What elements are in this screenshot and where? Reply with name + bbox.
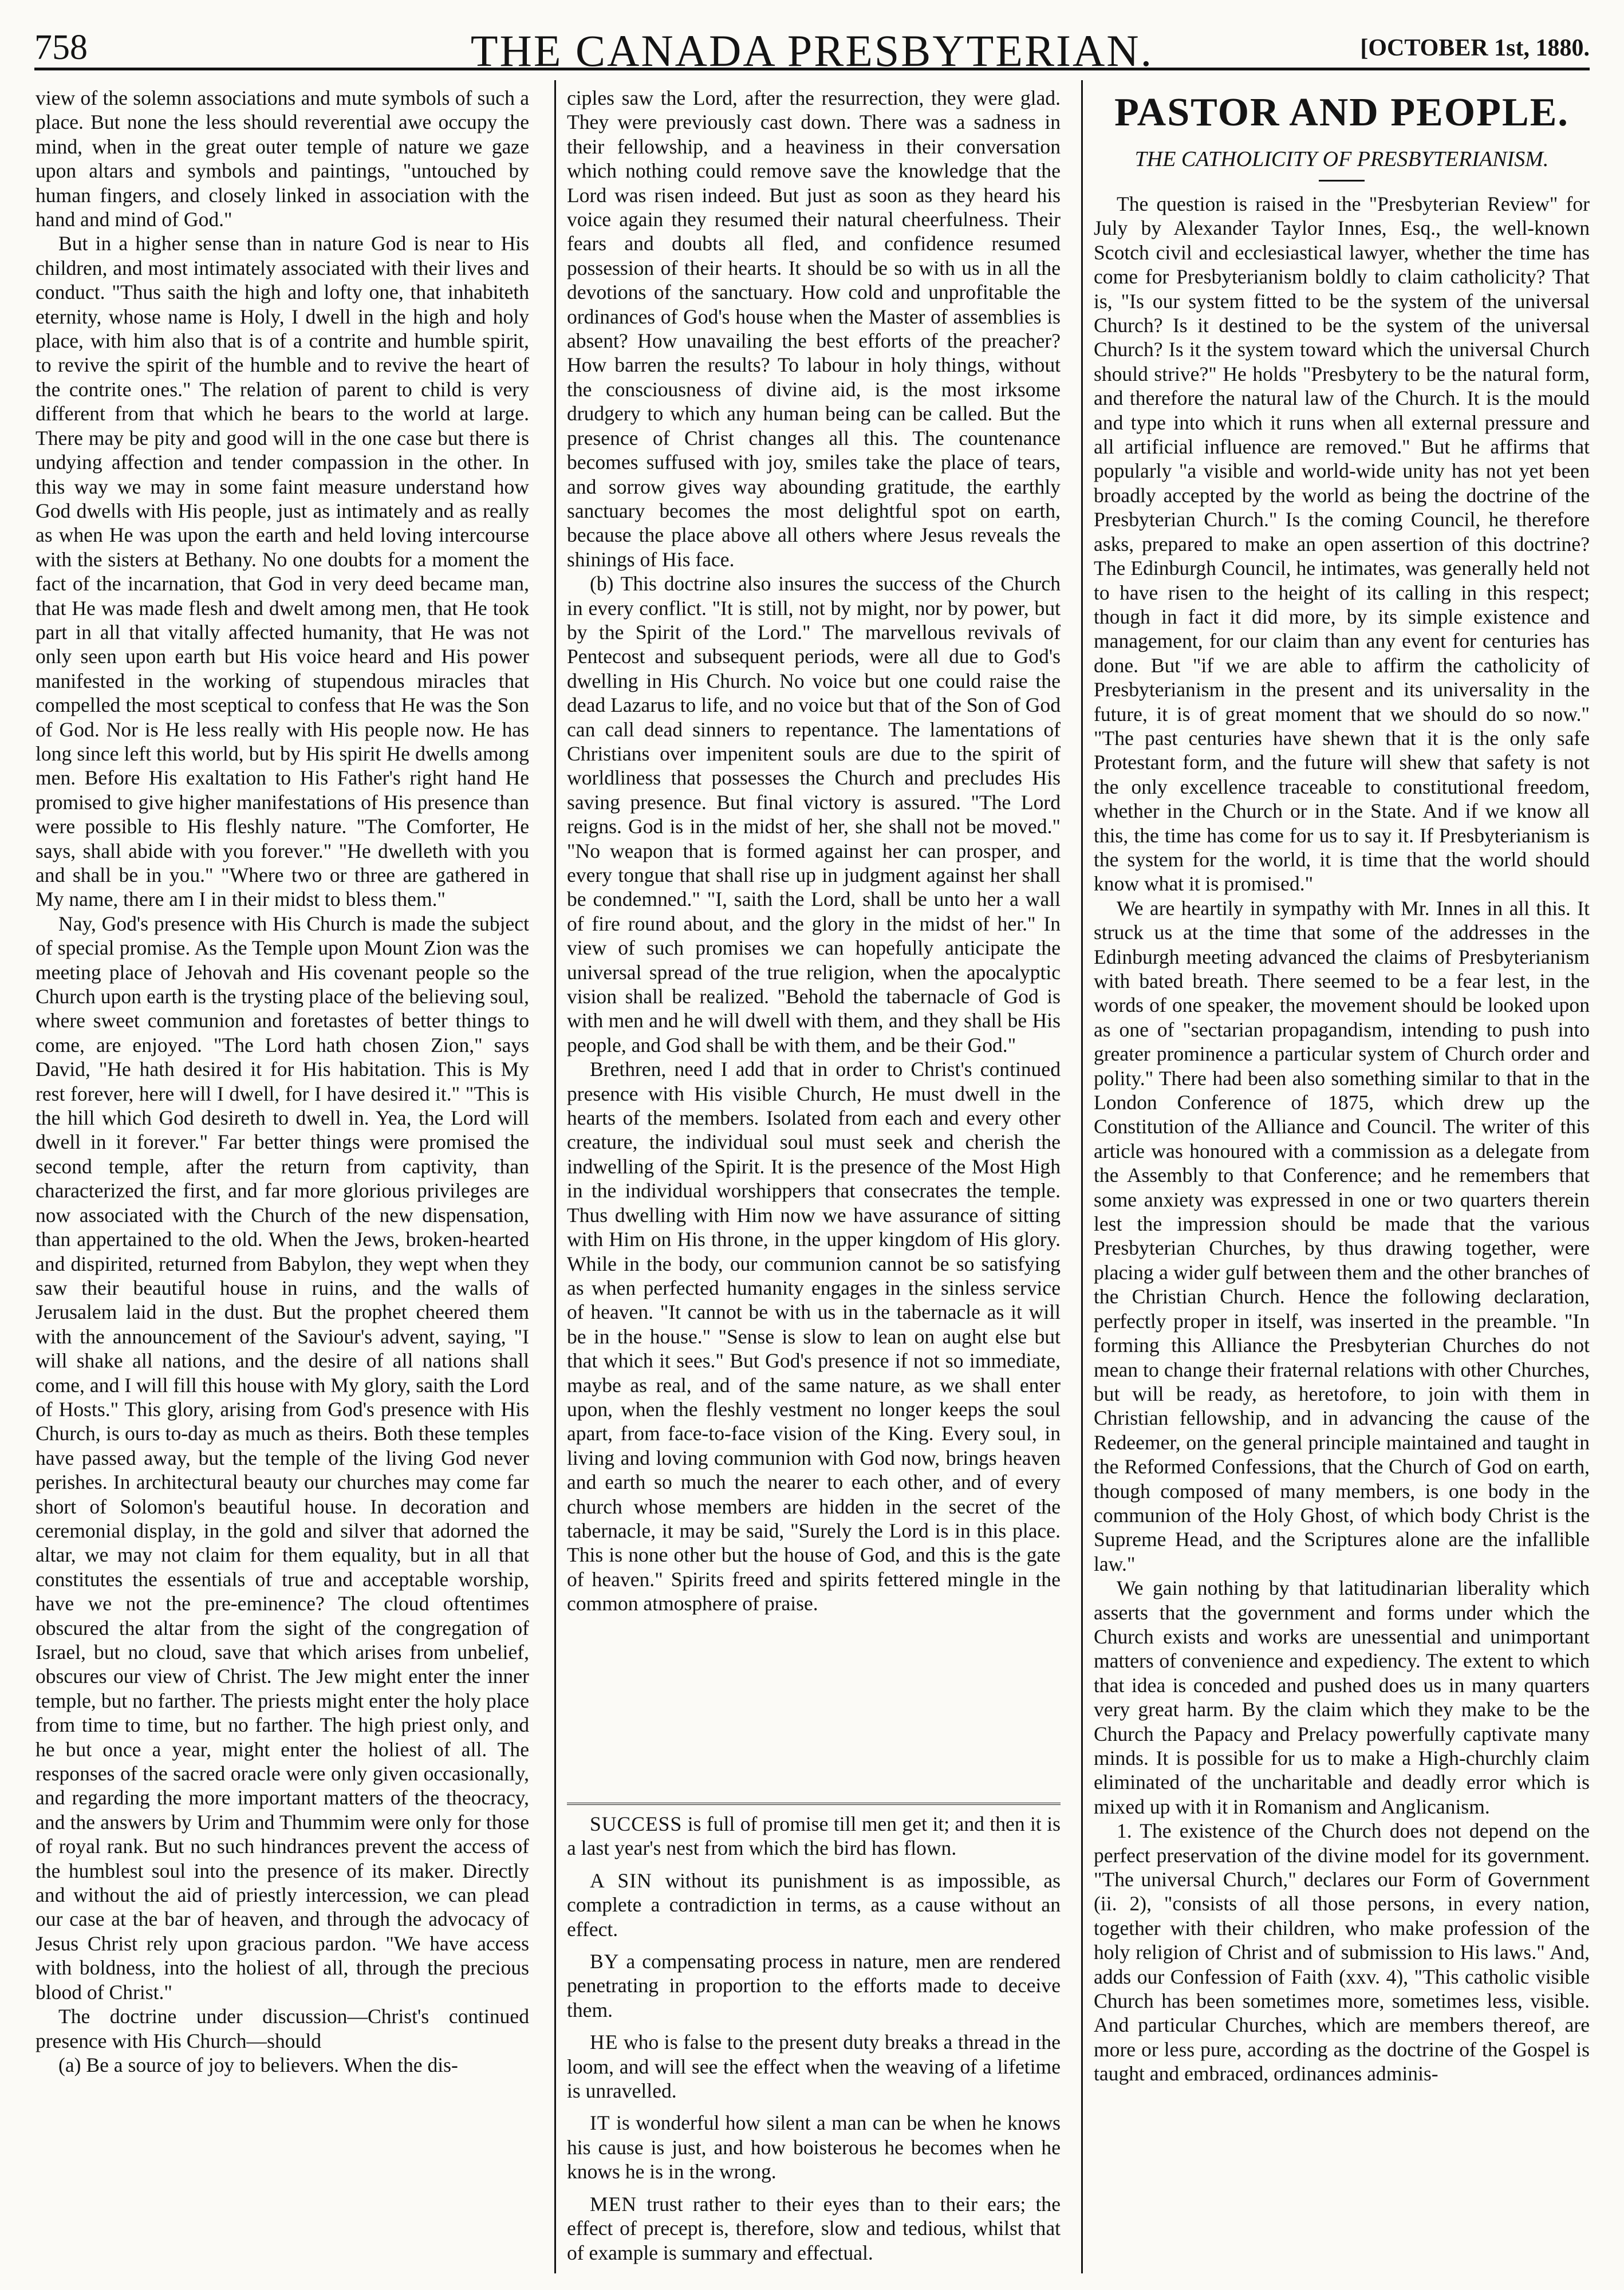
paragraph: (b) This doctrine also insures the success of the Church in every conflict. "It is still, not by might, nor by power, but by the Spirit of the Lord." The marvellous revivals of Pentecost and subsequent periods, were all due to God's dwelling in His Church. No voice but one could raise the dead Lazarus to life, and no voice but that of the Son of God can call dead sinners to repentance. The lamentations of Christians over impenitent souls are due to the spirit of worldliness that possesses the Church and precludes His saving presence. But final victory is assured. "The Lord reigns. God is in the midst of her, she shall not be moved." "No weapon that is formed against her can prosper, and every tongue that shall rise up in judgment against her shall be condemned." "I, saith the Lord, shall be unto her a wall of fire round about, and the glory in the midst of her." In view of such promises we can hopefully anticipate the universal spread of the true religion, when the apocalyptic vision shall be realized. "Behold the tabernacle of God is with men and he will dwell with them, and they shall be His people, and God shall be with them, and be their God." bbox=[567, 572, 1061, 1057]
maxim-lead: MEN bbox=[590, 2192, 637, 2216]
masthead-rule bbox=[34, 68, 1590, 70]
maxims-list bbox=[567, 1812, 1061, 2265]
maxim bbox=[567, 2030, 1061, 2103]
masthead bbox=[34, 17, 1590, 76]
maxim bbox=[567, 2192, 1061, 2265]
section-heading: PASTOR AND PEOPLE. bbox=[1114, 90, 1569, 135]
article-body bbox=[1094, 192, 1590, 2219]
maxim-lead: SUCCESS bbox=[590, 1812, 683, 1835]
maxim-text: is wonderful how silent a man can be when he knows his cause is just, and how boisterous he becomes when he knows he is in the wrong. bbox=[567, 2111, 1061, 2183]
paragraph: Nay, God's presence with His Church is made the subject of special promise. As the Temple upon Mount Zion was the meeting place of Jehovah and His covenant people so the Church upon earth is the trysting place of the believing soul, where sweet communion and foretastes of better things to come, are enjoyed. "The Lord hath chosen Zion," says David, "He hath desired it for His habitation. This is My rest forever, here will I dwell, for I have desired it." "This is the hill which God desireth to dwell in. Yea, the Lord will dwell in it forever." Far better things were promised the second temple, after the return from captivity, than characterized the first, and far more glorious privileges are now associated with the Church of the new dispensation, than appertained to the old. When the Jews, broken-hearted and dispirited, returned from Babylon, they wept when they saw their beautiful house in ruins, and the walls of Jerusalem laid in the dust. But the prophet cheered them with the announcement of the Saviour's advent, saying, "I will shake all nations, and the desire of all nations shall come, and I will fill this house with My glory, saith the Lord of Hosts." This glory, arising from God's presence with His Church, is ours to-day as much as theirs. Both these temples have passed away, but the temple of the living God never perishes. In architectural beauty our churches may come far short of Solomon's beautiful house. In decoration and ceremonial display, in the gold and silver that adorned the altar, we may not claim for them equality, but in all that constitutes the essentials of true and acceptable worship, have we not the pre-eminence? The cloud oftentimes obscured the altar from the sight of the congregation of Israel, but no cloud, save that which arises from unbelief, obscures our view of Christ. The Jew might enter the inner temple, but no farther. The priests might enter the holy place from time to time, but no farther. The high priest only, and he but once a year, might enter the holiest of all. The responses of the sacred oracle were only given occasionally, and regarding the more important matters of the theocracy, and the answers by Urim and Thummim were only for those of royal rank. But no such hindrances prevent the access of the humblest soul into the presence of its maker. Directly and without the aid of priestly intercession, we can plead our case at the bar of heaven, and through the advocacy of Jesus Christ rely upon gracious pardon. "We have access with boldness, into the holiest of all, through the precious blood of Christ." bbox=[36, 912, 529, 2004]
maxim-text: is full of promise till men get it; and then it is a last year's nest from which the bird has flown. bbox=[567, 1812, 1061, 1860]
paragraph: ciples saw the Lord, after the resurrection, they were glad. They were previously cast down. There was a sadness in their fellowship, and a heaviness in their conversation which nothing could remove save the knowledge that the Lord was risen indeed. But just as soon as they heard his voice again they resumed their natural cheerfulness. Their fears and doubts all fled, and confidence resumed possession of their hearts. It should be so with us in all the devotions of the sanctuary. How cold and unprofitable the ordinances of God's house when the Master of assemblies is absent? How unavailing the best efforts of the preacher? How barren the results? To labour in holy things, without the consciousness of divine aid, is the most irksome drudgery to which any human being can be called. But the presence of Christ changes all this. The countenance becomes suffused with joy, smiles take the place of tears, and sorrow gives way abounding gratitude, the earthly sanctuary becomes the most delightful spot on earth, because the place above all others where Jesus reveals the shinings of His face. bbox=[567, 86, 1061, 571]
column-1 bbox=[36, 86, 529, 2273]
paragraph: view of the solemn associations and mute symbols of such a place. But none the less should reverential awe occupy the mind, when in the great outer temple of nature we gaze upon altars and symbols and paintings, "untouched by human fingers, and closely linked in association with the hand and mind of God." bbox=[36, 86, 529, 231]
paragraph: The question is raised in the "Presbyterian Review" for July by Alexander Taylor Innes, Esq., the well-known Scotch civil and ecclesiastical lawyer, whether the time has come for Presbyterianism boldly to claim catholicity? That is, "Is our system fitted to be the system of the universal Church? Is it destined to be the system of the universal Church? Is it the system toward which the universal Church should strive?" He holds "Presbytery to be the natural form, and therefore the natural law of the Church. It is the mould and type into which it runs when all external pressure and all artificial influence are removed." But he affirms that popularly "a visible and world-wide unity has not yet been broadly accepted by the world as being the doctrine of the Presbyterian Church." Is the coming Council, he therefore asks, prepared to make an open assertion of this doctrine? The Edinburgh Council, he intimates, was generally held not to have risen to the height of its calling in this respect; though in fact it did more, by its simple existence and management, for our claim than any event for centuries has done. But "if we are able to affirm the catholicity of Presbyterianism in the present and its universality in the future, it is of great moment that we should do so now." "The past centuries have shewn that it is the only safe Protestant form, and the future will shew that safety is not the only excellence traceable to constitutional freedom, whether in the Church or in the State. And if we know all this, the time has come for us to say it. If Presbyterianism is the system for the world, it is time that the world should know what it is promised." bbox=[1094, 192, 1590, 896]
masthead-title: THE CANADA PRESBYTERIAN. bbox=[470, 26, 1154, 76]
maxim-text: a compensating process in nature, men are rendered penetrating in proportion to the efforts made to deceive them. bbox=[567, 1950, 1061, 2021]
section-separator bbox=[567, 1803, 1061, 1805]
maxim bbox=[567, 1812, 1061, 1861]
title-rule bbox=[1319, 180, 1365, 182]
paragraph: We are heartily in sympathy with Mr. Innes in all this. It struck us at the time that some of the addresses in the Edinburgh meeting advanced the claims of Presbyterianism with bated breath. There seemed to be a fear lest, in the words of one speaker, the movement should be looked upon as one of "sectarian propagandism, intending to push into greater prominence a particular system of Church order and polity." There had been also something similar to that in the London Conference of 1875, which drew up the Constitution of the Alliance and Council. The writer of this article was honoured with a commission as a delegate from the Assembly to that Conference; and he remembers that some anxiety was expressed in one or two quarters therein lest the impression should be made that the various Presbyterian Churches, by thus drawing together, were placing a wider gulf between them and the other branches of the Christian Church. Hence the following declaration, perfectly proper in itself, was inserted in the preamble. "In forming this Alliance the Presbyterian Churches do not mean to change their fraternal relations with other Churches, but will be ready, as heretofore, to join with them in Christian fellowship, and in advancing the cause of the Redeemer, on the general principle maintained and taught in the Reformed Confessions, that the Church of God on earth, though composed of many members, is one body in the communion of the Holy Ghost, of which body Christ is the Supreme Head, and the Scriptures alone are the infallible law." bbox=[1094, 896, 1590, 1575]
paragraph: (a) Be a source of joy to believers. When the dis- bbox=[58, 2053, 458, 2076]
maxim-text: who is false to the present duty breaks a thread in the loom, and will see the effect when the weaving of a lifetime is unravelled. bbox=[567, 2031, 1061, 2103]
paragraph: 1. The existence of the Church does not depend on the perfect preservation of the divine model for its government. "The universal Church," declares our Form of Government (ii. 2), "consists of all those persons, in every nation, together with their children, who make profession of the holy religion of Christ and of submission to His laws." And, adds our Confession of Faith (xxv. 4), "This catholic visible Church has been sometimes more, sometimes less, visible. And particular Churches, which are members thereof, are more or less pure, according as the doctrine of the Gospel is taught and embraced, ordinances adminis- bbox=[1094, 1819, 1590, 2086]
column-3 bbox=[1094, 86, 1590, 2273]
paragraph: We gain nothing by that latitudinarian liberality which asserts that the government and forms under which the Church exists and works are unessential and unimportant matters of convenience and expediency. The extent to which that idea is conceded and pushed does us in many quarters very great harm. By the claim which they make to be the Church the Papacy and Prelacy powerfully captivate many minds. It is possible for us to make a High-churchly claim eliminated of the uncharitable and deadly error which is mixed up with it in Romanism and Anglicanism. bbox=[1094, 1576, 1590, 1818]
maxim bbox=[567, 2111, 1061, 2183]
column-divider bbox=[1081, 80, 1083, 2273]
issue-date: [OCTOBER 1st, 1880. bbox=[1360, 35, 1590, 61]
maxim-lead: IT bbox=[590, 2111, 610, 2135]
paragraph: Brethren, need I add that in order to Christ's continued presence with His visible Church, He must dwell in the hearts of the members. Isolated from each and every other creature, the individual soul must seek and cherish the indwelling of the Spirit. It is the presence of the Most High in the individual worshippers that consecrates the temple. Thus dwelling with Him now we have assurance of sitting with Him on His throne, in the upper kingdom of His glory. While in the body, our communion cannot be so satisfying as when perfected humanity engages in the sinless service of heaven. "It cannot be with us in the tabernacle as it will be in the house." "Sense is slow to lean on aught else but that which it sees." But God's presence if not so immediate, maybe as real, and of the same nature, as we shall enter upon, when the fleshly vestment no longer keeps the soul apart, from face-to-face vision of the King. Every soul, in living and loving communion with God now, brings heaven and earth so much the nearer to each other, and of every church whose members are hidden in the secret of the tabernacle, it may be said, "Surely the Lord is in this place. This is none other but the house of God, and this is the gate of heaven." Spirits freed and spirits fettered mingle in the common atmosphere of praise. bbox=[567, 1058, 1061, 1615]
maxim-lead: A SIN bbox=[590, 1869, 652, 1892]
paragraph: The doctrine under discussion—Christ's continued presence with His Church—should bbox=[36, 2005, 529, 2052]
maxim bbox=[567, 1949, 1061, 2022]
maxim-lead: HE bbox=[590, 2031, 618, 2054]
paragraph: But in a higher sense than in nature God is near to His children, and most intimately associated with their lives and conduct. "Thus saith the high and lofty one, that inhabiteth eternity, whose name is Holy, I dwell in the high and holy place, with him also that is of a contrite and humble spirit, to revive the spirit of the humble and to revive the heart of the contrite ones." The relation of parent to child is very different from that which he bears to the world at large. There may be pity and good will in the one case but there is undying affection and tender compassion in the other. In this way we may in some faint measure understand how God dwells with His people, just as intimately and as really as when He was upon the earth and held loving intercourse with the sisters at Bethany. No one doubts for a moment the fact of the incarnation, that God in very deed became man, that He was made flesh and dwelt among men, that He took part in all that vitally affected humanity, that He was not only seen upon earth but His voice heard and His power manifested in the working of stupendous miracles that compelled the most sceptical to confess that He was the Son of God. Nor is He less really with His people now. He has long since left this world, but by His spirit He dwells among men. Before His exaltation to His Father's right hand He promised to give higher manifestations of His presence than were possible to His fleshly nature. "The Comforter, He says, shall abide with you forever." "He dwelleth with you and shall be in you." "Where two or three are gathered in My name, there am I in their midst to bless them." bbox=[36, 232, 529, 911]
article-title: THE CATHOLICITY OF PRESBYTERIANISM. bbox=[1134, 147, 1549, 171]
maxim-text: without its punishment is as impossible, as complete a contradiction in terms, as a cause without an effect. bbox=[567, 1869, 1061, 1941]
maxim-text: trust rather to their eyes than to their ears; the effect of precept is, therefore, slow and tedious, whilst that of example is summary and effectual. bbox=[567, 2192, 1061, 2264]
column-2 bbox=[567, 86, 1061, 2273]
page-number: 758 bbox=[34, 28, 88, 67]
maxim bbox=[567, 1869, 1061, 1941]
column-divider bbox=[554, 80, 556, 2273]
sermon-continuation bbox=[567, 86, 1061, 1794]
maxim-lead: BY bbox=[590, 1950, 620, 1973]
